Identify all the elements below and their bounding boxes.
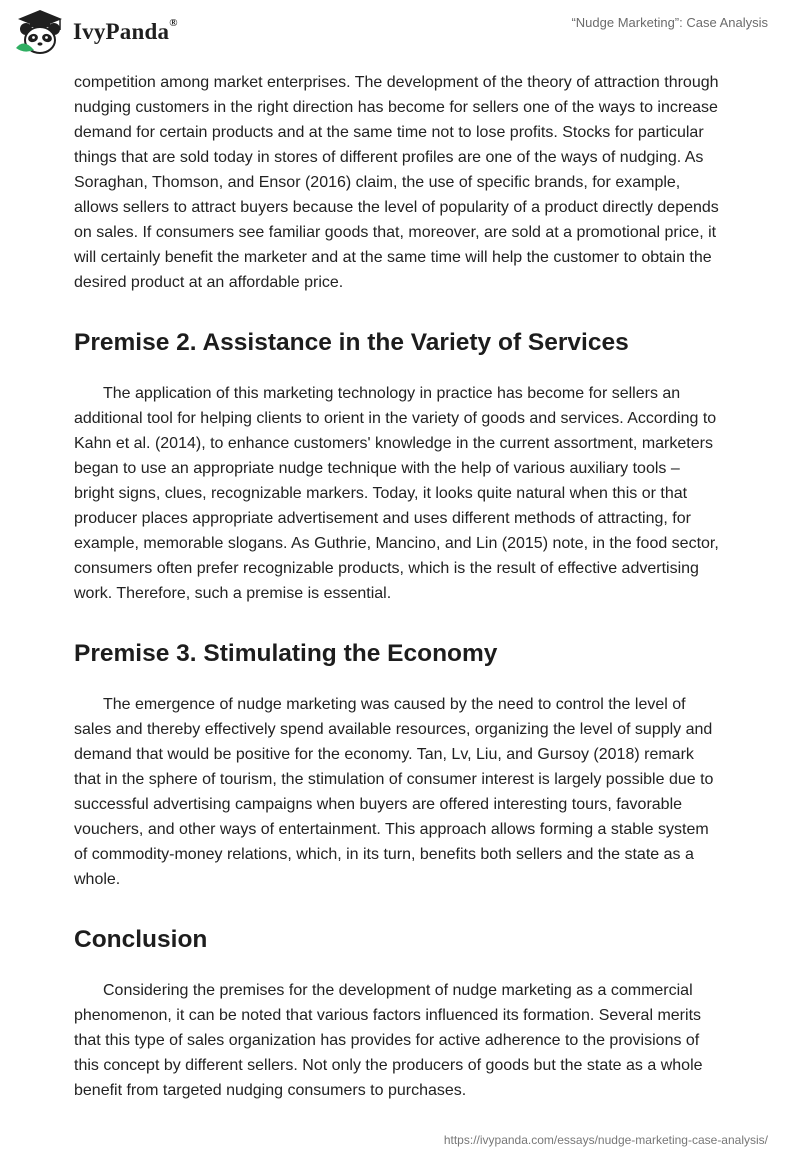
logo-wordmark: IvyPanda® [73, 17, 178, 44]
section-heading-premise-3: Premise 3. Stimulating the Economy [74, 640, 498, 667]
section-paragraph-conclusion: Considering the premises for the development of nudge marketing as a commercial phenomenon, it can be noted that various factors influenced its formation. Several merits that this type of sales organization has provides for active adherence to the provisions of this concept by different sellers. Not only the producers of goods but the state as a whole benefit from targeted nudging consumers to purchases. [74, 982, 703, 1099]
section-paragraph-premise-2: The application of this marketing technology in practice has become for sellers an additional tool for helping clients to orient in the variety of goods and services. According to Kahn et al. (2014), to enhance customers' knowledge in the current assortment, marketers began to use an appropriate nudge technique with the help of various auxiliary tools – bright signs, clues, recognizable markers. Today, it looks quite natural when this or that producer places appropriate advertisement and uses different methods of attracting, for example, memorable slogans. As Guthrie, Mancino, and Lin (2015) note, in the food sector, consumers often prefer recognizable products, which is the result of effective advertising work. Therefore, such a premise is essential. [74, 385, 719, 602]
section-heading-premise-2: Premise 2. Assistance in the Variety of Services [74, 329, 629, 356]
essay-content [74, 70, 722, 1103]
panda-graduate-icon [14, 8, 66, 56]
intro-paragraph: competition among market enterprises. The development of the theory of attraction through nudging customers in the right direction has become for sellers one of the ways to increase demand for certain products and at the same time not to lose profits. Stocks for particular things that are sold today in stores of different profiles are one of the ways of nudging. As Soraghan, Thomson, and Ensor (2016) claim, the use of specific brands, for example, allows sellers to attract buyers because the level of popularity of a product directly depends on sales. If consumers see familiar goods that, moreover, are sold at a promotional price, it will certainly benefit the marketer and at the same time will help the customer to obtain the desired product at an affordable price. [74, 74, 719, 291]
section-heading-conclusion: Conclusion [74, 926, 208, 953]
section-paragraph-premise-3: The emergence of nudge marketing was caused by the need to control the level of sales and thereby effectively spend available resources, organizing the level of supply and demand that would be positive for the economy. Tan, Lv, Liu, and Gursoy (2018) remark that in the sphere of tourism, the stimulation of consumer interest is largely possible due to successful advertising campaigns when buyers are offered interesting tours, favorable vouchers, and other ways of entertainment. This approach allows forming a stable system of commodity-money relations, which, in its turn, benefits both sellers and the state as a whole. [74, 696, 714, 888]
page-header [0, 0, 800, 70]
ivypanda-logo[interactable] [14, 8, 178, 56]
source-url-link[interactable]: https://ivypanda.com/essays/nudge-marketing-case-analysis/ [443, 1133, 768, 1147]
registered-mark: ® [169, 17, 178, 29]
document-title: “Nudge Marketing”: Case Analysis [571, 15, 768, 30]
